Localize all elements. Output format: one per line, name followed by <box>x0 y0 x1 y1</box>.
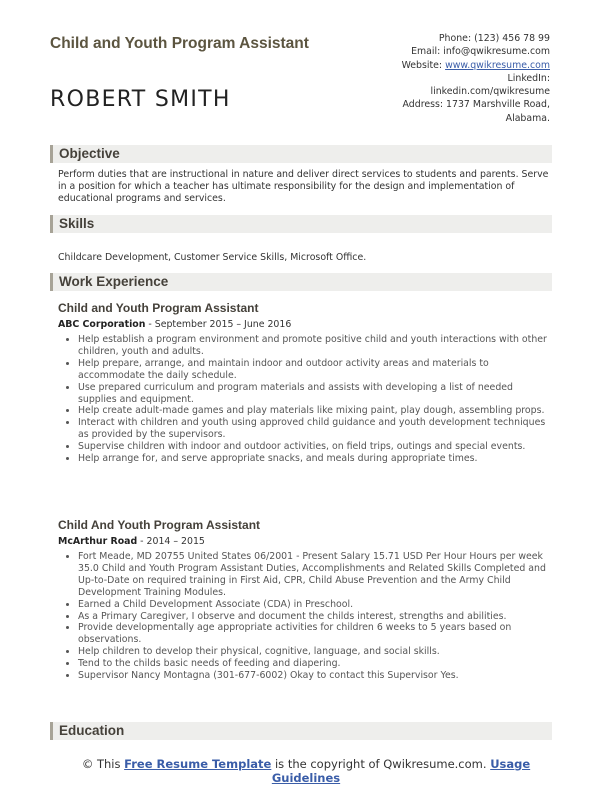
footer-middle: is the copyright of Qwikresume.com. <box>271 757 491 771</box>
resume-job-title: Child and Youth Program Assistant <box>50 35 309 52</box>
job-1-bullet: • Interact with children and youth using approved child guidance and youth development techniques as provided by the supervisors. <box>78 417 552 441</box>
contact-email: Email: info@qwikresume.com <box>411 46 550 58</box>
job-1-title: Child and Youth Program Assistant <box>58 301 259 315</box>
website-label: Website: <box>401 59 446 71</box>
contact-address-line2: Alabama. <box>505 112 550 124</box>
job-2-company: McArthur Road <box>58 536 138 547</box>
job-1-bullet: • Help establish a program environment and promote positive child and youth interactions with other children, youth and adults. <box>78 334 552 358</box>
usage-guidelines-link[interactable]: Usage Guidelines <box>271 757 531 785</box>
job-1-bullet: • Help prepare, arrange, and maintain indoor and outdoor activity areas and materials to accommodate the daily schedule. <box>78 358 552 382</box>
job-2-company-line <box>58 536 205 548</box>
job-2-bullet: • Supervisor Nancy Montagna (301-677-6002) Okay to contact this Supervisor Yes. <box>78 670 552 682</box>
contact-linkedin-label: LinkedIn: <box>507 72 550 84</box>
job-1-bullet: • Use prepared curriculum and program materials and assists with developing a list of needed supplies and equipment. <box>78 382 552 406</box>
job-1-bullet: • Help arrange for, and serve appropriate snacks, and meals during appropriate times. <box>78 453 552 465</box>
footer-prefix: © This <box>81 757 125 771</box>
objective-heading: Objective <box>59 146 120 161</box>
skills-heading: Skills <box>59 216 95 231</box>
job-2-dates: - 2014 – 2015 <box>137 536 205 547</box>
copyright-footer <box>50 757 562 785</box>
person-name: ROBERT SMITH <box>50 87 231 112</box>
job-2-bullet-list <box>58 551 552 682</box>
job-2-bullet: • Tend to the childs basic needs of feeding and diapering. <box>78 658 552 670</box>
contact-website <box>310 59 550 72</box>
job-2-bullet: • As a Primary Caregiver, I observe and document the childs interest, strengths and abilities. <box>78 611 552 623</box>
job-2-bullet: • Earned a Child Development Associate (CDA) in Preschool. <box>78 599 552 611</box>
objective-text: Perform duties that are instructional in nature and deliver direct services to students and parents. Serve in a position for which a teacher has ultimate responsibility for the design and implementation of educational programs and services. <box>58 169 549 204</box>
job-2-bullet: • Provide developmentally age appropriate activities for children 6 weeks to 5 years based on observations. <box>78 622 552 646</box>
job-1-dates: - September 2015 – June 2016 <box>145 319 292 330</box>
contact-phone: Phone: (123) 456 78 99 <box>438 33 550 44</box>
job-1-bullet: • Help create adult-made games and play materials like mixing paint, play dough, assembling props. <box>78 405 552 417</box>
work-experience-section-header <box>50 273 552 291</box>
job-2-bullet: • Fort Meade, MD 20755 United States 06/2001 - Present Salary 15.71 USD Per Hour Hours per week 35.0 Child and Youth Program Assistant Duties, Accomplishments and Related Skills Completed and Up-to-Date on required training in First Aid, CPR, Child Abuse Prevention and the Army Child Development Training Modules. <box>78 551 552 599</box>
work-experience-heading: Work Experience <box>59 274 169 289</box>
job-2-title: Child And Youth Program Assistant <box>58 518 261 532</box>
job-1-company-line <box>58 319 291 331</box>
contact-address-line1: Address: 1737 Marshville Road, <box>402 99 550 111</box>
skills-text: Childcare Development, Customer Service Skills, Microsoft Office. <box>58 252 367 263</box>
education-section-header <box>50 722 552 740</box>
skills-section-header <box>50 215 552 233</box>
job-2-bullet: • Help children to develop their physical, cognitive, language, and social skills. <box>78 646 552 658</box>
job-1-company: ABC Corporation <box>58 319 146 330</box>
contact-block <box>310 32 550 125</box>
education-heading: Education <box>59 723 125 738</box>
free-resume-template-link[interactable]: Free Resume Template <box>124 757 272 771</box>
job-1-bullet: • Supervise children with indoor and outdoor activities, on field trips, outings and special events. <box>78 441 552 453</box>
website-link[interactable]: www.qwikresume.com <box>445 59 550 71</box>
contact-linkedin-url: linkedin.com/qwikresume <box>430 86 550 98</box>
objective-section-header <box>50 145 552 163</box>
job-1-bullet-list <box>58 334 552 465</box>
